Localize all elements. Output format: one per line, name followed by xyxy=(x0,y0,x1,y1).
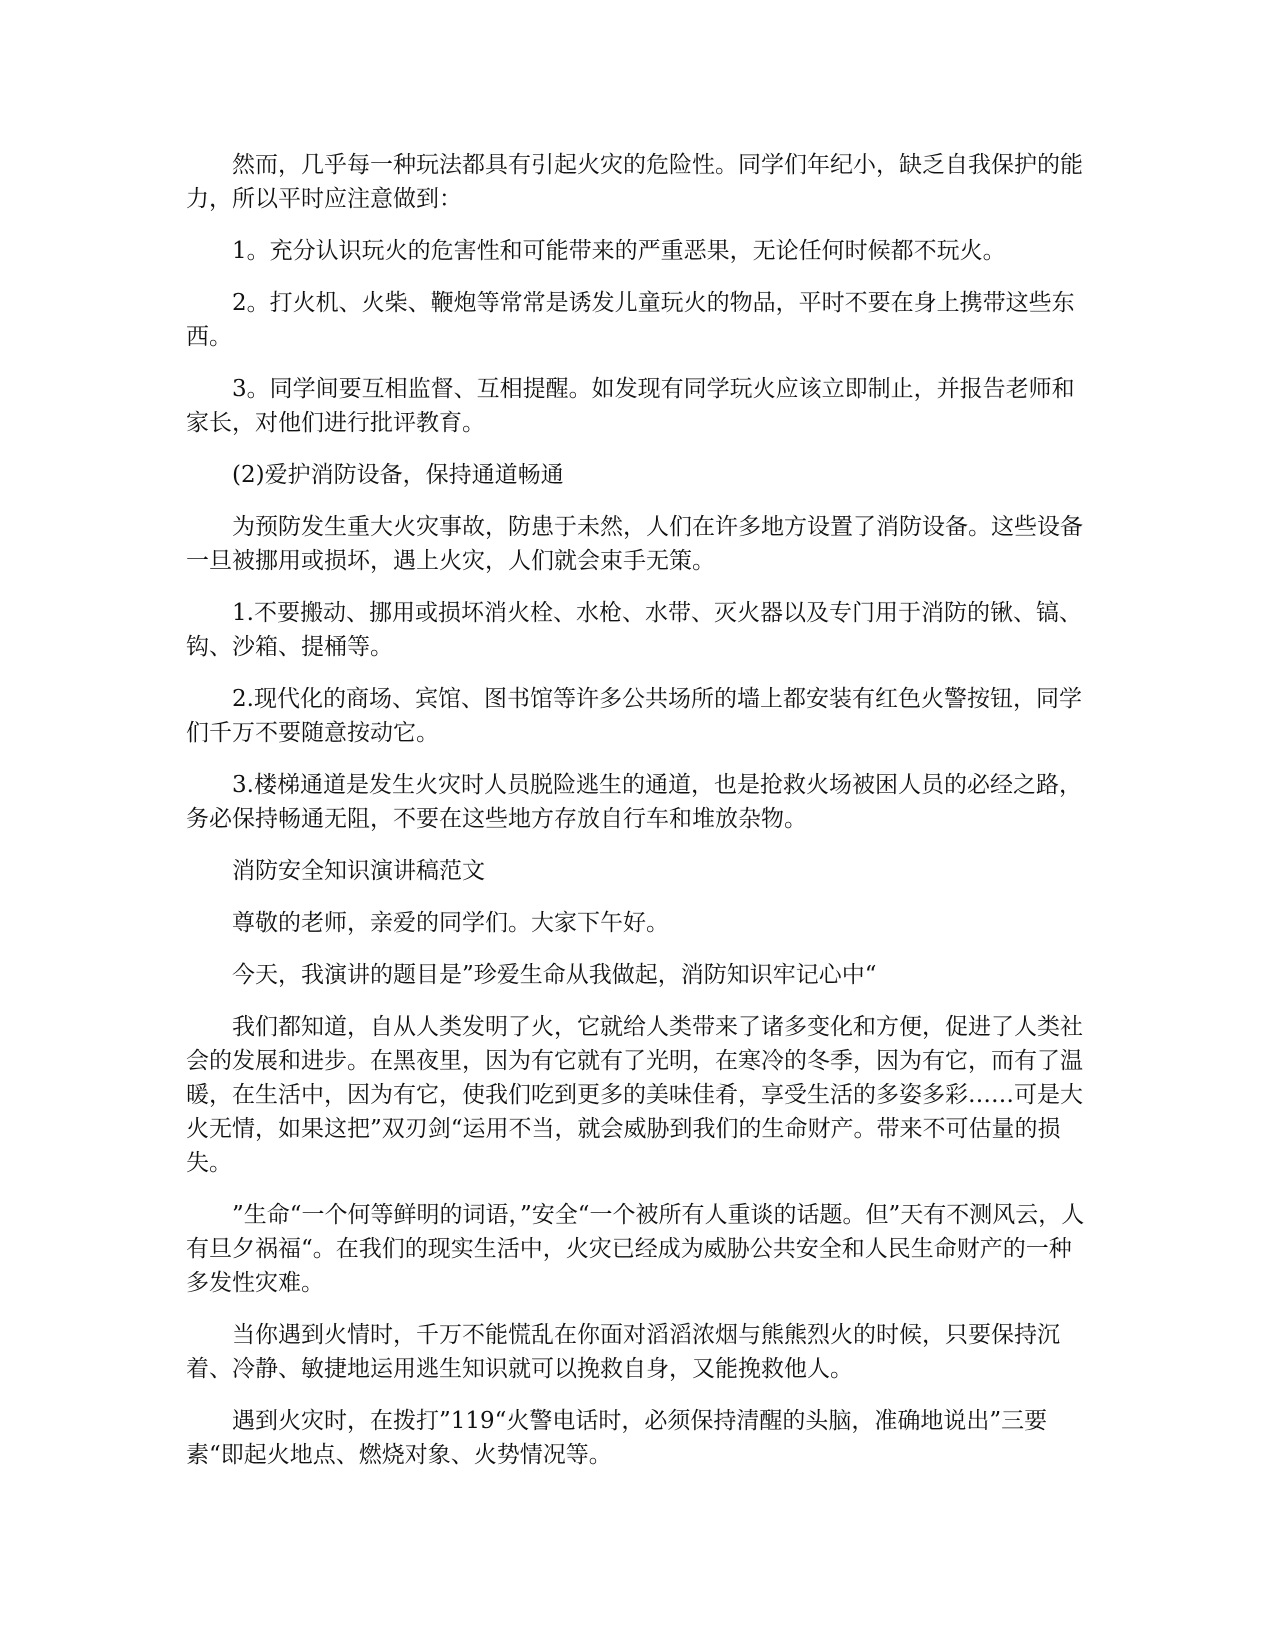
paragraph-section-2-item-3: 3.楼梯通道是发生火灾时人员脱险逃生的通道，也是抢救火场被困人员的必经之路，务必保持畅通无阻，不要在这些地方存放自行车和堆放杂物。 xyxy=(186,772,1082,832)
speech-paragraph-2: ”生命“一个何等鲜明的词语，”安全“一个被所有人重谈的话题。但”天有不测风云，人有旦夕祸福“。在我们的现实生活中，火灾已经成为威胁公共安全和人民生命财产的一种多发性灾难。 xyxy=(186,1202,1085,1296)
paragraph-section-2-item-2: 2.现代化的商场、宾馆、图书馆等许多公共场所的墙上都安装有红色火警按钮，同学们千万不要随意按动它。 xyxy=(186,686,1082,746)
paragraph-section-2-intro: 为预防发生重大火灾事故，防患于未然，人们在许多地方设置了消防设备。这些设备一旦被挪用或损坏，遇上火灾，人们就会束手无策。 xyxy=(186,514,1083,574)
speech-greeting: 尊敬的老师，亲爱的同学们。大家下午好。 xyxy=(232,910,669,936)
speech-topic: 今天，我演讲的题目是”珍爱生命从我做起，消防知识牢记心中“ xyxy=(232,962,877,988)
speech-paragraph-3: 当你遇到火情时，千万不能慌乱在你面对滔滔浓烟与熊熊烈火的时候，只要保持沉着、冷静、敏捷地运用逃生知识就可以挽救自身，又能挽救他人。 xyxy=(186,1322,1060,1382)
paragraph-item-3: 3。同学间要互相监督、互相提醒。如发现有同学玩火应该立即制止，并报告老师和家长，对他们进行批评教育。 xyxy=(186,376,1075,436)
paragraph-item-1: 1。充分认识玩火的危害性和可能带来的严重恶果，无论任何时候都不玩火。 xyxy=(232,238,1006,264)
speech-title: 消防安全知识演讲稿范文 xyxy=(232,858,485,884)
paragraph-section-2-item-1: 1.不要搬动、挪用或损坏消火栓、水枪、水带、灭火器以及专门用于消防的锹、镐、钩、沙箱、提桶等。 xyxy=(186,600,1082,660)
speech-paragraph-4: 遇到火灾时，在拨打”119“火警电话时，必须保持清醒的头脑，准确地说出”三要素“即起火地点、燃烧对象、火势情况等。 xyxy=(186,1408,1048,1468)
section-heading-2: (2)爱护消防设备，保持通道畅通 xyxy=(232,462,564,488)
document-body xyxy=(186,148,1086,1490)
speech-paragraph-1: 我们都知道，自从人类发明了火，它就给人类带来了诸多变化和方便，促进了人类社会的发展和进步。在黑夜里，因为有它就有了光明，在寒冷的冬季，因为有它，而有了温暖，在生活中，因为有它，使我们吃到更多的美味佳肴，享受生活的多姿多彩……可是大火无情，如果这把”双刃剑“运用不当，就会威胁到我们的生命财产。带来不可估量的损失。 xyxy=(186,1014,1083,1176)
paragraph-item-2: 2。打火机、火柴、鞭炮等常常是诱发儿童玩火的物品，平时不要在身上携带这些东西。 xyxy=(186,290,1075,350)
paragraph-intro: 然而，几乎每一种玩法都具有引起火灾的危险性。同学们年纪小，缺乏自我保护的能力，所以平时应注意做到： xyxy=(186,152,1083,212)
